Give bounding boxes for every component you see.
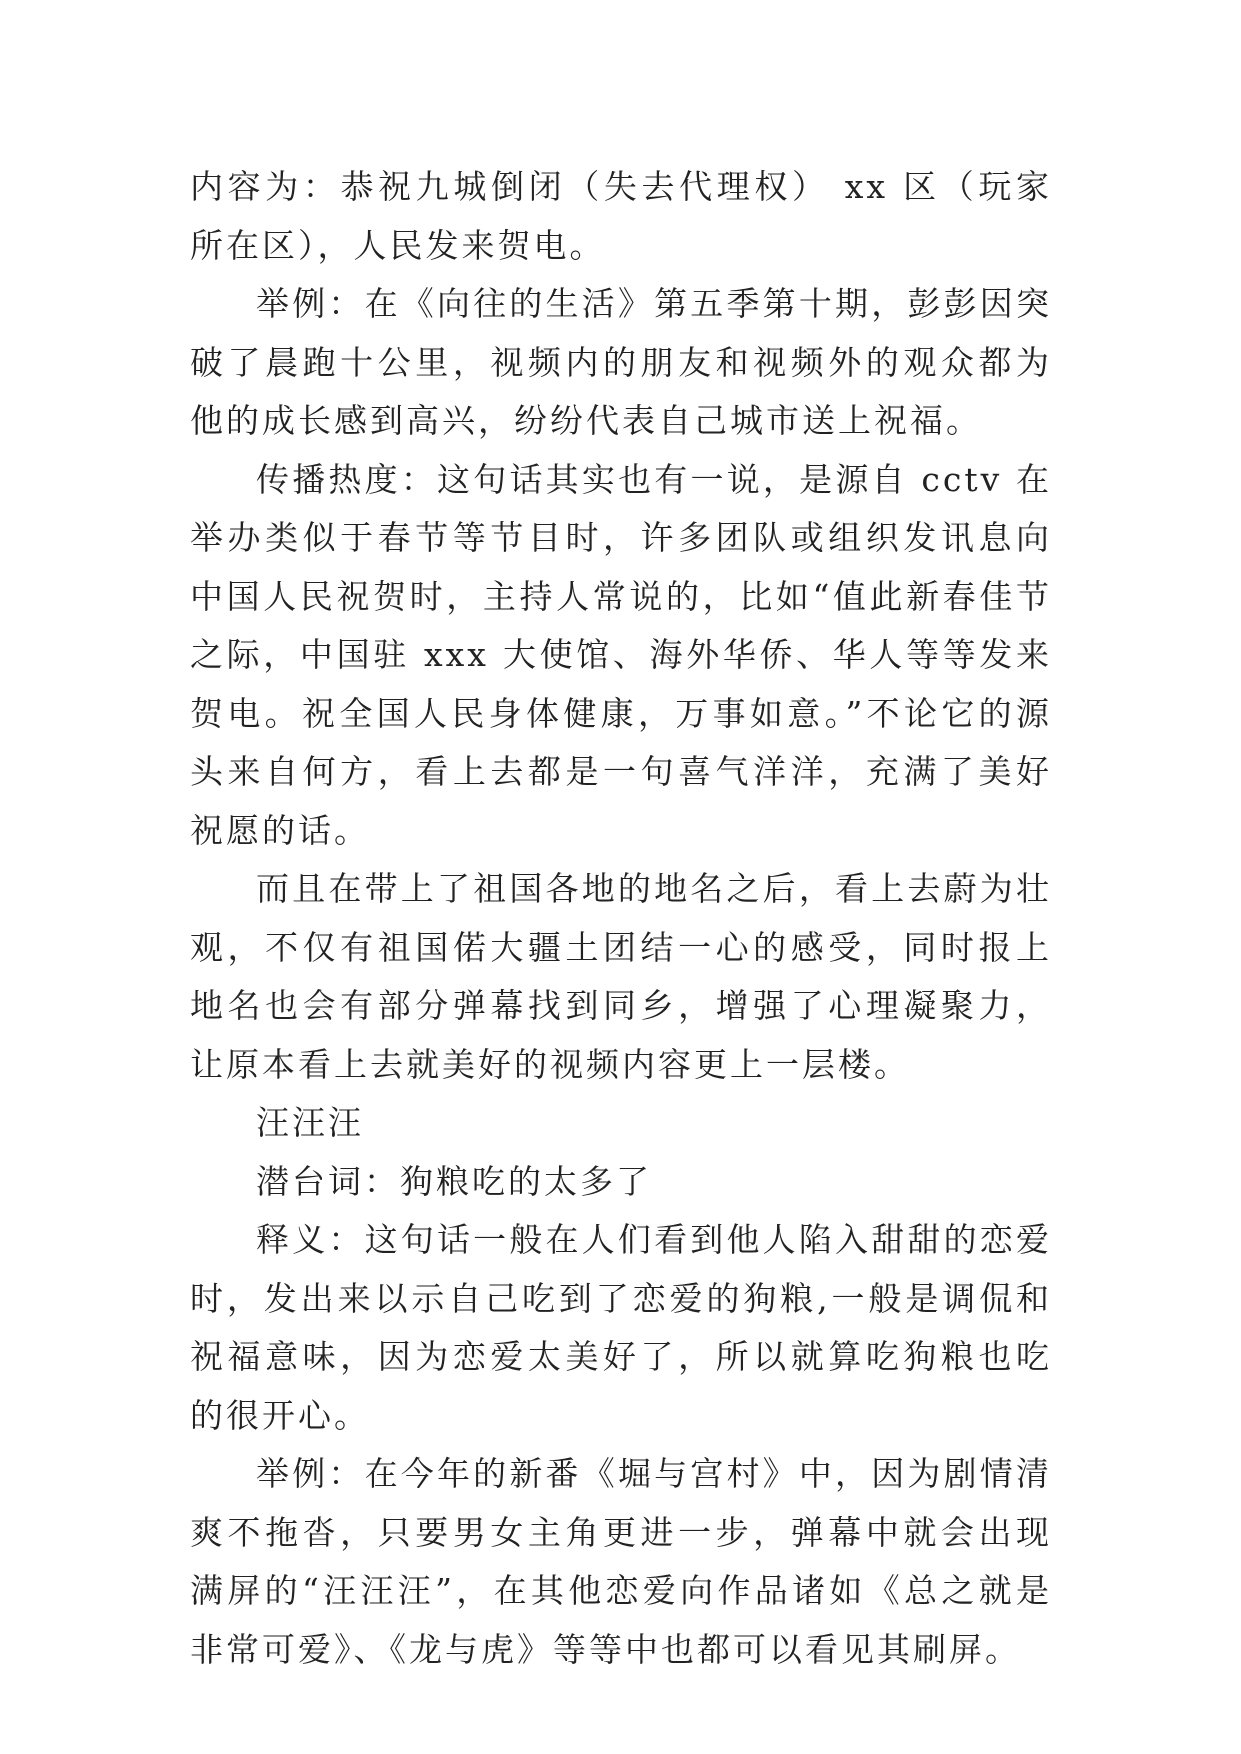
paragraph-definition: 释义：这句话一般在人们看到他人陷入甜甜的恋爱时，发出来以示自己吃到了恋爱的狗粮,一般是调侃和祝福意味，因为恋爱太美好了，所以就算吃狗粮也吃的很开心。 xyxy=(190,1220,1052,1435)
paragraph-subtext: 潜台词：狗粮吃的太多了 xyxy=(256,1161,652,1201)
document-body xyxy=(190,158,1052,1679)
paragraph-content-continuation: 内容为：恭祝九城倒闭（失去代理权） xx 区（玩家所在区），人民发来贺电。 xyxy=(190,167,1052,265)
paragraph-example-2: 举例：在今年的新番《堀与宫村》中，因为剧情清爽不拖沓，只要男女主角更进一步，弹幕中就会出现满屏的“汪汪汪”，在其他恋爱向作品诸如《总之就是非常可爱》、《龙与虎》等等中也都可以看见其刷屏。 xyxy=(190,1454,1052,1669)
paragraph-popularity: 传播热度：这句话其实也有一说，是源自 cctv 在举办类似于春节等节目时，许多团队或组织发讯息向中国人民祝贺时，主持人常说的，比如“值此新春佳节之际，中国驻 xxx 大使馆、海外华侨、华人等等发来贺电。祝全国人民身体健康，万事如意。”不论它的源头来自何方，看上去都是一句喜气洋洋，充满了美好祝愿的话。 xyxy=(190,459,1052,850)
paragraph-place-names: 而且在带上了祖国各地的地名之后，看上去蔚为壮观，不仅有祖国偌大疆土团结一心的感受，同时报上地名也会有部分弹幕找到同乡，增强了心理凝聚力，让原本看上去就美好的视频内容更上一层楼。 xyxy=(190,869,1052,1084)
paragraph-example-1: 举例：在《向往的生活》第五季第十期，彭彭因突破了晨跑十公里，视频内的朋友和视频外的观众都为他的成长感到高兴，纷纷代表自己城市送上祝福。 xyxy=(190,284,1052,440)
paragraph-term-heading: 汪汪汪 xyxy=(256,1103,364,1142)
